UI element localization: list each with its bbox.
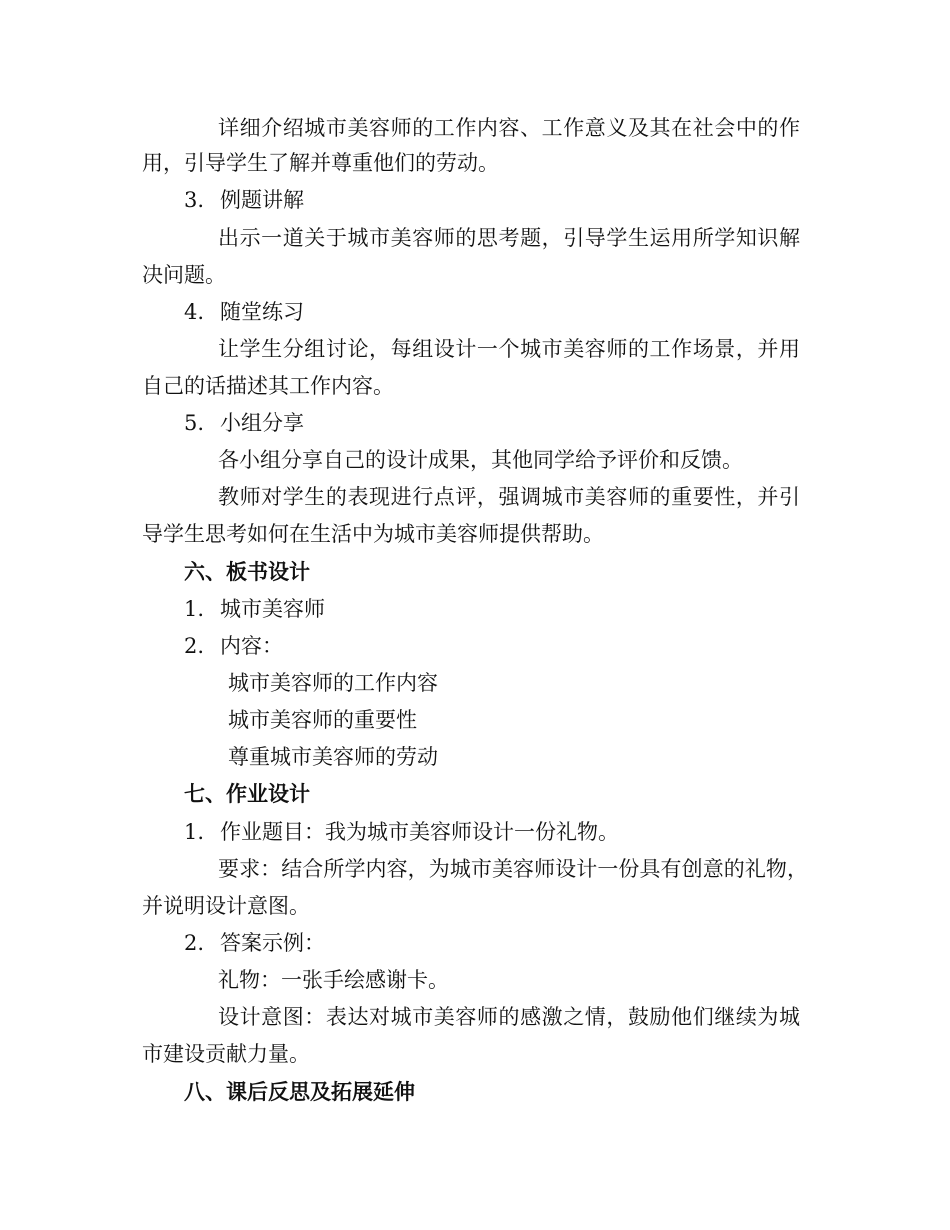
- list-number: 3.: [184, 188, 205, 212]
- list-item: [184, 298, 304, 326]
- paragraph-line: 并说明设计意图。: [142, 894, 310, 918]
- list-item: [184, 595, 325, 623]
- list-number: 5.: [184, 411, 205, 435]
- list-number: 2.: [184, 634, 205, 658]
- paragraph-line: 出示一道关于城市美容师的思考题，引导学生运用所学知识解: [218, 226, 800, 250]
- paragraph-line: 导学生思考如何在生活中为城市美容师提供帮助。: [142, 522, 604, 546]
- paragraph-line: 让学生分组讨论，每组设计一个城市美容师的工作场景，并用: [218, 337, 800, 361]
- list-label: 答案示例：: [220, 931, 325, 955]
- list-label: 例题讲解: [220, 188, 304, 212]
- paragraph-line: 礼物：一张手绘感谢卡。: [218, 968, 449, 992]
- paragraph-line: 市建设贡献力量。: [142, 1042, 310, 1066]
- list-item: [184, 929, 325, 957]
- list-number: 1.: [184, 820, 205, 844]
- list-item: [184, 409, 304, 437]
- section-heading: 六、板书设计: [184, 560, 310, 584]
- paragraph-line: 教师对学生的表现进行点评，强调城市美容师的重要性，并引: [218, 485, 800, 509]
- sub-item: 城市美容师的重要性: [228, 708, 417, 732]
- list-number: 4.: [184, 300, 205, 324]
- paragraph-line: 各小组分享自己的设计成果，其他同学给予评价和反馈。: [218, 448, 743, 472]
- sub-item: 尊重城市美容师的劳动: [228, 745, 438, 769]
- list-number: 2.: [184, 931, 205, 955]
- list-label: 随堂练习: [220, 300, 304, 324]
- paragraph-line: 详细介绍城市美容师的工作内容、工作意义及其在社会中的作: [218, 116, 800, 140]
- list-item: [184, 632, 283, 660]
- paragraph-line: 自己的话描述其工作内容。: [142, 374, 394, 398]
- paragraph-line: 要求：结合所学内容，为城市美容师设计一份具有创意的礼物，: [218, 857, 808, 881]
- list-item: [184, 818, 619, 846]
- list-label: 小组分享: [220, 411, 304, 435]
- paragraph-line: 决问题。: [142, 263, 226, 287]
- list-number: 1.: [184, 597, 205, 621]
- section-heading: 七、作业设计: [184, 782, 310, 806]
- list-label: 内容：: [220, 634, 283, 658]
- list-label: 城市美容师: [220, 597, 325, 621]
- paragraph-line: 用，引导学生了解并尊重他们的劳动。: [142, 151, 499, 175]
- section-heading: 八、课后反思及拓展延伸: [184, 1080, 415, 1104]
- list-item: [184, 186, 304, 214]
- list-label: 作业题目：我为城市美容师设计一份礼物。: [220, 820, 619, 844]
- paragraph-line: 设计意图：表达对城市美容师的感激之情，鼓励他们继续为城: [218, 1005, 800, 1029]
- sub-item: 城市美容师的工作内容: [228, 671, 438, 695]
